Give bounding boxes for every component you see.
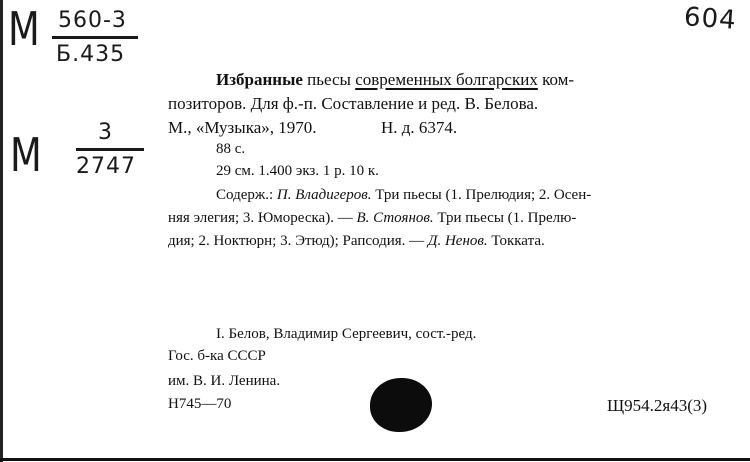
contents-text-2a: няя элегия; 3. Юмореска). — bbox=[168, 210, 353, 226]
contents-author-2: В. Стоянов. bbox=[356, 210, 434, 226]
handwritten-corner-number: 604 bbox=[683, 2, 738, 36]
entry-line-3 bbox=[168, 118, 457, 138]
contents-line-3 bbox=[168, 231, 545, 251]
entry-line-2: позиторов. Для ф.-п. Составление и ред. В. Белова. bbox=[168, 94, 539, 113]
entry-physical-description: 29 см. 1.400 экз. 1 р. 10 к. bbox=[216, 163, 379, 179]
entry-imprint: М., «Музыка», 1970. bbox=[168, 118, 317, 137]
entry-publisher-number: Н. д. 6374. bbox=[381, 118, 458, 137]
ink-stain bbox=[370, 378, 432, 432]
entry-title-text: пьесы bbox=[307, 70, 351, 89]
contents-line-2 bbox=[168, 208, 576, 228]
contents-author-1: П. Владигеров. bbox=[276, 187, 372, 203]
entry-title-underlined: современных болгарских bbox=[355, 70, 538, 89]
contents-line-1 bbox=[216, 185, 591, 205]
entry-title-bold: Избранные bbox=[216, 70, 303, 89]
handwritten-shelf-mark-top-denominator: Б.435 bbox=[56, 42, 126, 67]
entry-title-hyphenated: ком- bbox=[542, 70, 575, 89]
handwritten-shelf-mark-top-numerator: 560-3 bbox=[58, 8, 127, 33]
contents-text-3b: Токката. bbox=[491, 233, 545, 249]
card-bottom-edge bbox=[0, 458, 750, 461]
handwritten-mark-m-top: M bbox=[8, 2, 41, 56]
contents-text-1: Три пьесы (1. Прелюдия; 2. Осен- bbox=[375, 187, 592, 203]
contents-label: Содерж.: bbox=[216, 187, 274, 203]
entry-pages: 88 с. bbox=[216, 141, 246, 157]
card-left-edge bbox=[0, 0, 3, 462]
handwritten-fraction-rule-top bbox=[52, 36, 138, 39]
library-line-2: им. В. И. Ленина. bbox=[168, 373, 281, 389]
handwritten-shelf-mark-bottom-denominator: 2747 bbox=[76, 154, 136, 179]
handwritten-shelf-mark-bottom-numerator: 3 bbox=[98, 120, 113, 145]
handwritten-mark-m-bottom: M bbox=[10, 128, 43, 182]
contents-text-2b: Три пьесы (1. Прелю- bbox=[437, 210, 577, 226]
entry-title-line bbox=[216, 70, 574, 90]
handwritten-fraction-rule-bottom bbox=[76, 148, 144, 151]
contents-author-3: Д. Ненов. bbox=[427, 233, 488, 249]
library-line-1: Гос. б-ка СССР bbox=[168, 348, 266, 364]
tracing-line: I. Белов, Владимир Сергеевич, сост.-ред. bbox=[216, 326, 477, 342]
card-code-left: Н745—70 bbox=[168, 396, 232, 412]
contents-text-3a: дия; 2. Ноктюрн; 3. Этюд); Рапсодия. — bbox=[168, 233, 425, 249]
card-code-right: Щ954.2я43(3) bbox=[607, 396, 708, 415]
